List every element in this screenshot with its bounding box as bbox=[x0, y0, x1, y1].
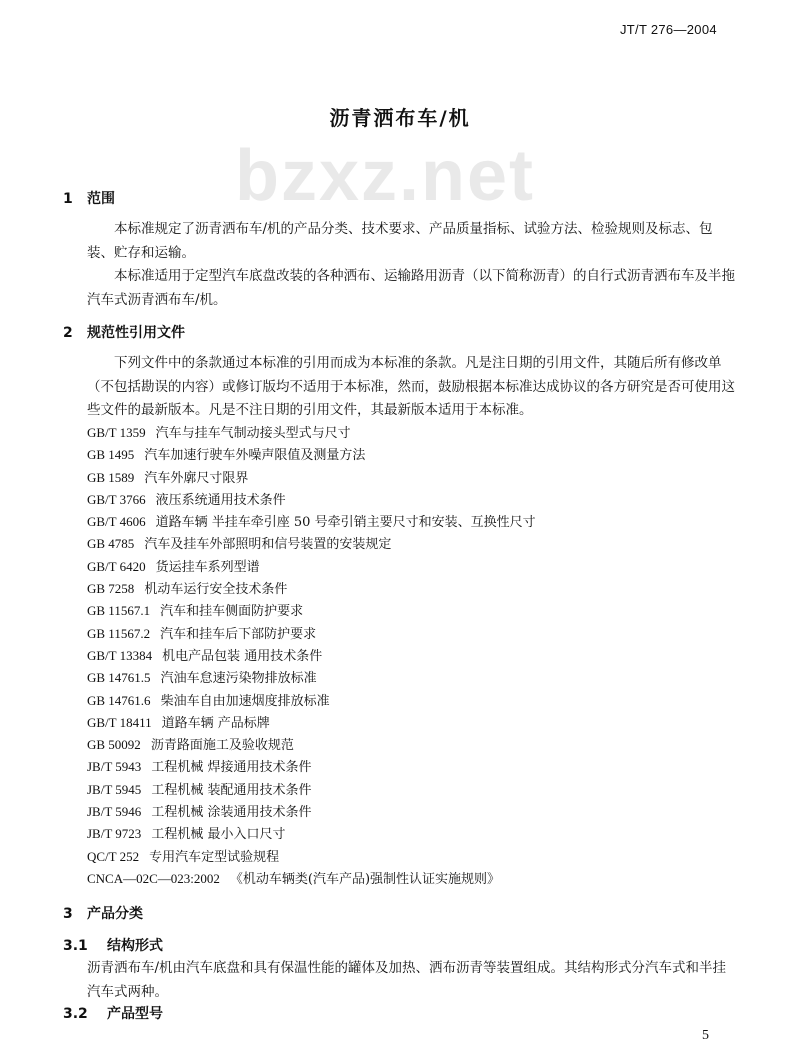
reference-code: GB 14761.6 bbox=[87, 692, 151, 708]
reference-title: 机电产品包装 通用技术条件 bbox=[162, 648, 323, 664]
reference-code: GB/T 6420 bbox=[87, 558, 146, 574]
reference-title: 工程机械 装配通用技术条件 bbox=[151, 782, 312, 798]
reference-title: 沥青路面施工及验收规范 bbox=[150, 738, 294, 754]
reference-item bbox=[87, 712, 737, 734]
reference-code: GB/T 13384 bbox=[87, 647, 153, 663]
section-number: 1 bbox=[63, 191, 73, 207]
reference-code: GB 11567.1 bbox=[87, 603, 151, 619]
page-number: 5 bbox=[702, 1028, 709, 1043]
reference-item bbox=[87, 645, 737, 667]
reference-item bbox=[87, 823, 737, 845]
reference-title: 道路车辆 半挂车牵引座 50 号牵引销主要尺寸和安装、互换性尺寸 bbox=[155, 515, 536, 531]
reference-code: GB 11567.2 bbox=[87, 625, 151, 641]
reference-title: 汽车加速行驶车外噪声限值及测量方法 bbox=[144, 448, 366, 464]
section-1-heading bbox=[63, 188, 115, 208]
reference-code: QC/T 252 bbox=[87, 848, 140, 864]
reference-item bbox=[87, 489, 737, 511]
section-title: 规范性引用文件 bbox=[87, 325, 185, 341]
reference-item bbox=[87, 690, 737, 712]
section-title: 结构形式 bbox=[107, 938, 163, 954]
reference-item bbox=[87, 779, 737, 801]
reference-code: GB/T 4606 bbox=[87, 514, 146, 530]
normative-references-intro: 下列文件中的条款通过本标准的引用而成为本标准的条款。凡是注日期的引用文件，其随后所有修改单（不包括勘误的内容）或修订版均不适用于本标准，然而，鼓励根据本标准达成协议的各方研究是否可使用这些文件的最新版本。凡是不注日期的引用文件，其最新版本适用于本标准。 bbox=[87, 355, 735, 418]
section-number: 3 bbox=[63, 906, 73, 922]
reference-list bbox=[87, 422, 737, 890]
reference-code: GB 14761.5 bbox=[87, 670, 151, 686]
scope-paragraph-2: 本标准适用于定型汽车底盘改装的各种洒布、运输路用沥青（以下简称沥青）的自行式沥青洒布车及半拖汽车式沥青洒布车/机。 bbox=[87, 268, 735, 308]
reference-title: 货运挂车系列型谱 bbox=[155, 559, 260, 575]
reference-item bbox=[87, 623, 737, 645]
reference-item bbox=[87, 556, 737, 578]
section-title: 产品分类 bbox=[87, 906, 143, 922]
reference-title: 汽车和挂车侧面防护要求 bbox=[160, 604, 304, 620]
reference-code: JB/T 5946 bbox=[87, 804, 142, 820]
reference-code: JB/T 9723 bbox=[87, 826, 142, 842]
reference-item bbox=[87, 734, 737, 756]
reference-item bbox=[87, 578, 737, 600]
reference-title: 汽车与挂车气制动接头型式与尺寸 bbox=[155, 426, 351, 441]
reference-item bbox=[87, 600, 737, 622]
reference-code: GB 4785 bbox=[87, 536, 135, 552]
reference-code: GB 1495 bbox=[87, 447, 135, 463]
section-number: 3.1 bbox=[63, 938, 88, 954]
reference-title: 汽车和挂车后下部防护要求 bbox=[160, 626, 317, 642]
section-number: 3.2 bbox=[63, 1006, 88, 1022]
reference-title: 《机动车辆类(汽车产品)强制性认证实施规则》 bbox=[229, 871, 501, 887]
reference-code: GB 1589 bbox=[87, 469, 135, 485]
reference-code: JB/T 5943 bbox=[87, 759, 142, 775]
reference-title: 柴油车自由加速烟度排放标准 bbox=[160, 693, 330, 709]
reference-item bbox=[87, 533, 737, 555]
reference-code: GB/T 1359 bbox=[87, 425, 146, 440]
reference-item bbox=[87, 422, 737, 444]
reference-code: GB 50092 bbox=[87, 737, 141, 753]
reference-code: CNCA—02C—023:2002 bbox=[87, 870, 220, 886]
reference-item bbox=[87, 667, 737, 689]
reference-item bbox=[87, 846, 737, 868]
reference-title: 工程机械 焊接通用技术条件 bbox=[151, 760, 312, 776]
scope-paragraph-1: 本标准规定了沥青洒布车/机的产品分类、技术要求、产品质量指标、试验方法、检验规则及标志、包装、贮存和运输。 bbox=[87, 221, 713, 261]
document-title: 沥青洒布车/机 bbox=[329, 106, 471, 130]
reference-title: 专用汽车定型试验规程 bbox=[149, 849, 280, 865]
reference-title: 道路车辆 产品标牌 bbox=[161, 715, 270, 731]
watermark: bzxz.net bbox=[234, 136, 536, 216]
reference-item bbox=[87, 444, 737, 466]
reference-title: 机动车运行安全技术条件 bbox=[144, 582, 288, 598]
reference-title: 汽车及挂车外部照明和信号装置的安装规定 bbox=[144, 537, 392, 553]
reference-title: 工程机械 最小入口尺寸 bbox=[151, 827, 286, 843]
reference-item bbox=[87, 756, 737, 778]
section-title: 范围 bbox=[87, 191, 115, 207]
reference-code: GB/T 3766 bbox=[87, 491, 146, 507]
section-3-2-heading bbox=[63, 1003, 163, 1023]
standard-code: JT/T 276—2004 bbox=[620, 22, 717, 37]
section-3-heading bbox=[63, 903, 143, 923]
structure-paragraph: 沥青洒布车/机由汽车底盘和具有保温性能的罐体及加热、洒布沥青等装置组成。其结构形式分汽车式和半挂汽车式两种。 bbox=[87, 960, 727, 1000]
reference-item bbox=[87, 868, 737, 890]
section-number: 2 bbox=[63, 325, 73, 341]
reference-code: JB/T 5945 bbox=[87, 781, 142, 797]
reference-title: 工程机械 涂装通用技术条件 bbox=[151, 805, 312, 821]
section-2-heading bbox=[63, 322, 185, 342]
reference-item bbox=[87, 467, 737, 489]
section-3-1-heading bbox=[63, 935, 163, 955]
reference-title: 液压系统通用技术条件 bbox=[155, 492, 286, 508]
reference-item bbox=[87, 511, 737, 533]
reference-code: GB/T 18411 bbox=[87, 714, 152, 730]
reference-title: 汽油车怠速污染物排放标准 bbox=[160, 671, 317, 687]
reference-item bbox=[87, 801, 737, 823]
section-title: 产品型号 bbox=[107, 1006, 163, 1022]
reference-title: 汽车外廓尺寸限界 bbox=[144, 470, 249, 486]
reference-code: GB 7258 bbox=[87, 581, 135, 597]
